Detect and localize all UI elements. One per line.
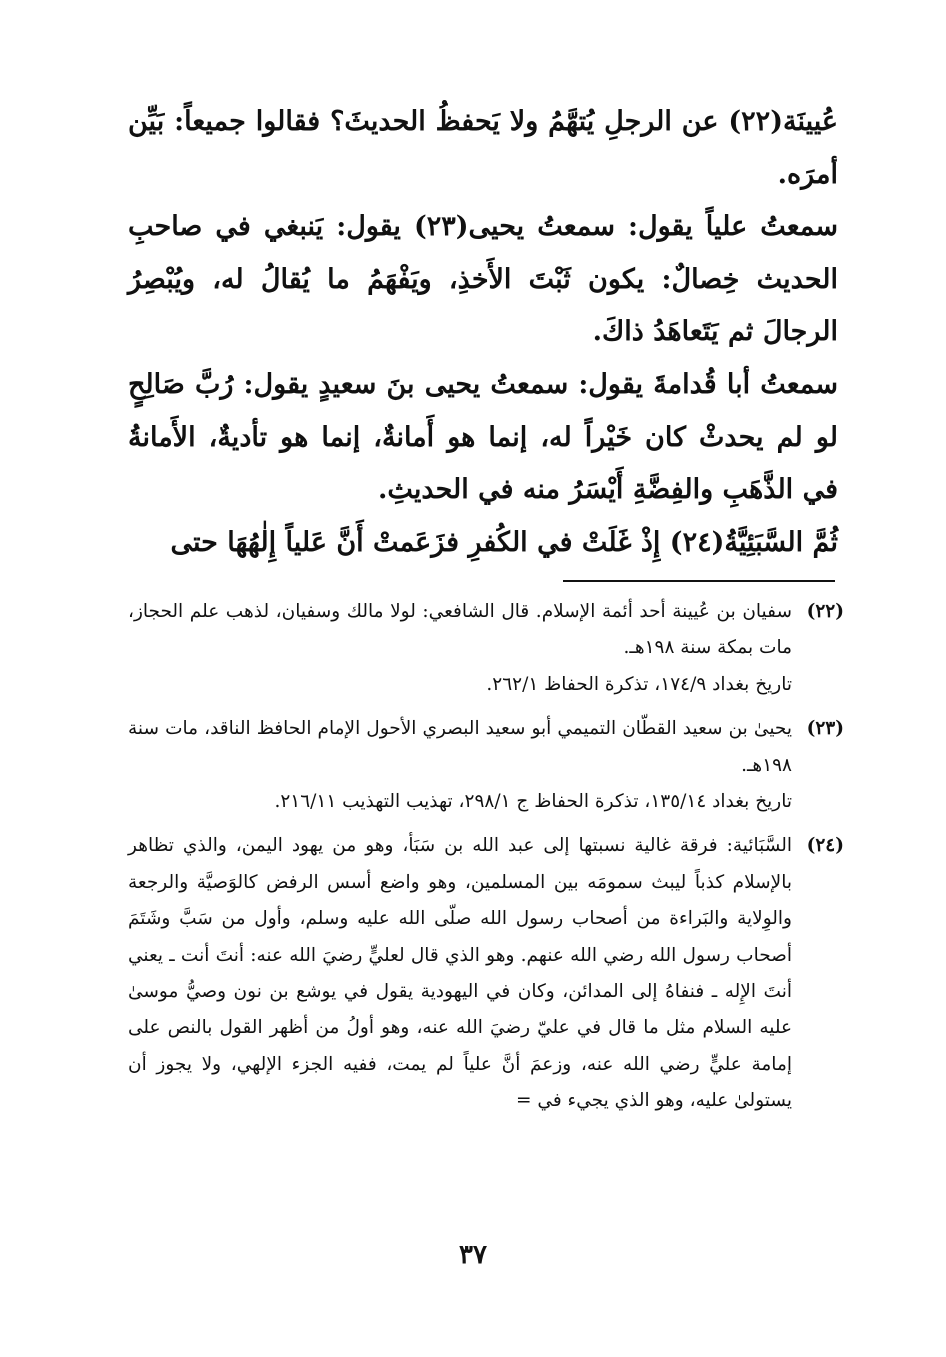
footnote-23 xyxy=(128,711,844,820)
footnote-number: (٢٢) xyxy=(806,601,844,622)
footnotes xyxy=(128,594,844,1128)
main-paragraph: ثُمَّ السَّبَئِيَّةُ(٢٤) إِذْ غَلَتْ في الكُفرِ فزَعَمتْ أَنَّ عَلياً إِلٰهُهَا حتى xyxy=(170,526,838,558)
footnote-paragraph: تاريخ بغداد ١٣٥/١٤، تذكرة الحفاظ ج ٢٩٨/١، تهذيب التهذيب ٢١٦/١١. xyxy=(274,791,792,813)
footnote-paragraph: السَّبَائية: فرقة غالية نسبتها إلى عبد الله بن سَبَأ، وهو من يهود اليمن، والذي تظاهر بالإسلام كذباً ليبث سمومَه بين المسلمين، وهو واضع أسس الرفض كالوَصيَّة والرجعة والوِلاية والبَراءة من أصحاب رسول الله صلّى الله عليه وسلم، وأول من سَبَّ وشَتَمَ أصحاب رسول الله رضي الله عنهم. وهو الذي قال لعليٍّ رضيَ الله عنه: أنتَ أنت ـ يعني أنتَ الإِله ـ فنفاهُ إلى المدائن، وكان في اليهودية يقول في يوشع بن نون وصيُّ موسىٰ عليه السلام مثل ما قال في عليّ رضيَ الله عنه، وهو أولُ من أظهر القول بالنص على إمامة عليٍّ رضي الله عنه، وزعمَ أنَّ علياً لم يمت، ففيه الجزء الإلهي، ولا يجوز أن يستولىٰ عليه، وهو الذي يجيء في = xyxy=(128,835,792,1112)
footnote-paragraph: يحيىٰ بن سعيد القطّان التميمي أبو سعيد البصري الأحول الإمام الحافظ الناقد، مات سنة ١٩٨هـ. xyxy=(128,718,792,776)
footnote-body xyxy=(128,594,792,703)
main-paragraph: عُيينَة(٢٢) عن الرجلِ يُتهَّمُ ولا يَحفظُ الحديثَ؟ فقالوا جميعاً: بَيِّن أمرَه. xyxy=(128,106,838,190)
footnote-number: (٢٣) xyxy=(806,718,844,740)
footnote-24 xyxy=(128,828,844,1119)
main-text xyxy=(128,96,838,569)
footnote-number: (٢٤) xyxy=(806,835,844,857)
footnote-22 xyxy=(128,594,844,703)
footnote-body xyxy=(128,828,792,1119)
footnote-paragraph: تاريخ بغداد ١٧٤/٩، تذكرة الحفاظ ٢٦٢/١. xyxy=(486,673,792,695)
footnote-separator xyxy=(563,580,835,582)
footnote-paragraph: سفيان بن عُيينة أحد أئمة الإسلام. قال الشافعي: لولا مالك وسفيان، لذهب علم الحجاز، مات بمكة سنة ١٩٨هـ. xyxy=(128,601,792,659)
footnote-body xyxy=(128,711,792,820)
main-paragraph: سمعتُ أبا قُدامةَ يقول: سمعتُ يحيى بنَ سعيدٍ يقول: رُبَّ صَالِحٍ لو لم يحدثْ كان خَيْراً له، إنما هو أَمانةٌ، إنما هو تأديةٌ، الأَمانةُ في الذَّهَبِ والفِضَّةِ أَيْسَرُ منه في الحديثِ. xyxy=(128,368,838,506)
main-paragraph: سمعتُ علياً يقول: سمعتُ يحيى(٢٣) يقول: يَنبغي في صاحبِ الحديث خِصالٌ: يكون ثَبْتَ الأَخذِ، ويَفْهَمُ ما يُقالُ له، ويُبْصِرُ الرجالَ ثم يَتَعاهَدُ ذاكَ. xyxy=(128,211,838,348)
page-number: ٣٧ xyxy=(459,1240,487,1270)
